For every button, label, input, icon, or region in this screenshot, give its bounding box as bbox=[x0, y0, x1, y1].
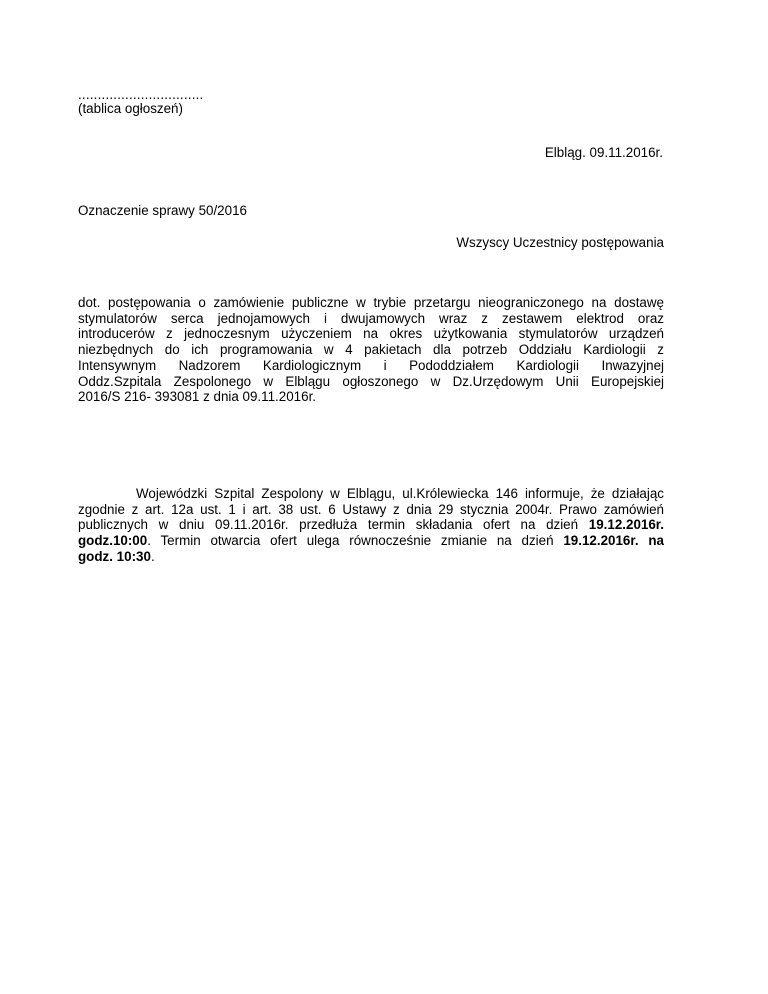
body-line bbox=[78, 517, 664, 533]
body-text: . bbox=[150, 548, 155, 564]
body-text: publicznych w dniu 09.11.2016r. przedłuża termin składania ofert na dzień bbox=[78, 517, 579, 533]
body-text: . Termin otwarcia ofert ulega równocześnie zmianie na dzień bbox=[147, 533, 554, 549]
addressee: Wszyscy Uczestnicy postępowania bbox=[456, 235, 664, 250]
body-line: zgodnie z art. 12a ust. 1 i art. 38 ust. 6 Ustawy z dnia 29 stycznia 2004r. Prawo zamówień bbox=[78, 501, 664, 517]
board-label: (tablica ogłoszeń) bbox=[78, 101, 183, 116]
deadline-date: 19.12.2016r. bbox=[588, 517, 664, 533]
subject-line: Intensywnym Nadzorem Kardiologicznym i Pododdziałem Kardiologii Inwazyjnej bbox=[78, 357, 664, 373]
subject-paragraph bbox=[78, 295, 664, 405]
place-date: Elbląg. 09.11.2016r. bbox=[544, 145, 663, 160]
body-line: Wojewódzki Szpital Zespolony w Elblągu, ul.Królewiecka 146 informuje, że działając bbox=[136, 486, 664, 501]
body-paragraph bbox=[78, 486, 664, 565]
subject-line: stymulatorów serca jednojamowych i dwujamowych wraz z zestawem elektrod oraz bbox=[78, 310, 664, 326]
opening-time: godz. 10:30 bbox=[78, 548, 151, 564]
deadline-time: godz.10:00 bbox=[78, 533, 148, 549]
signature-dots: ................................ bbox=[78, 87, 204, 102]
subject-line: dot. postępowania o zamówienie publiczne w trybie przetargu nieograniczonego na dostawę bbox=[78, 295, 664, 310]
subject-line: introducerów z jednoczesnym użyczeniem na okres użytkowania stymulatorów urządzeń bbox=[78, 326, 664, 342]
body-line bbox=[78, 533, 664, 549]
subject-line: niezbędnych do ich programowania w 4 pakietach dla potrzeb Oddziału Kardiologii z bbox=[78, 342, 664, 358]
body-line bbox=[78, 549, 664, 565]
subject-line: Oddz.Szpitala Zespolonego w Elblągu ogłoszonego w Dz.Urzędowym Unii Europejskiej bbox=[78, 373, 664, 389]
opening-date: 19.12.2016r. na bbox=[563, 533, 664, 549]
subject-line: 2016/S 216- 393081 z dnia 09.11.2016r. bbox=[78, 389, 317, 405]
case-reference: Oznaczenie sprawy 50/2016 bbox=[78, 203, 247, 218]
